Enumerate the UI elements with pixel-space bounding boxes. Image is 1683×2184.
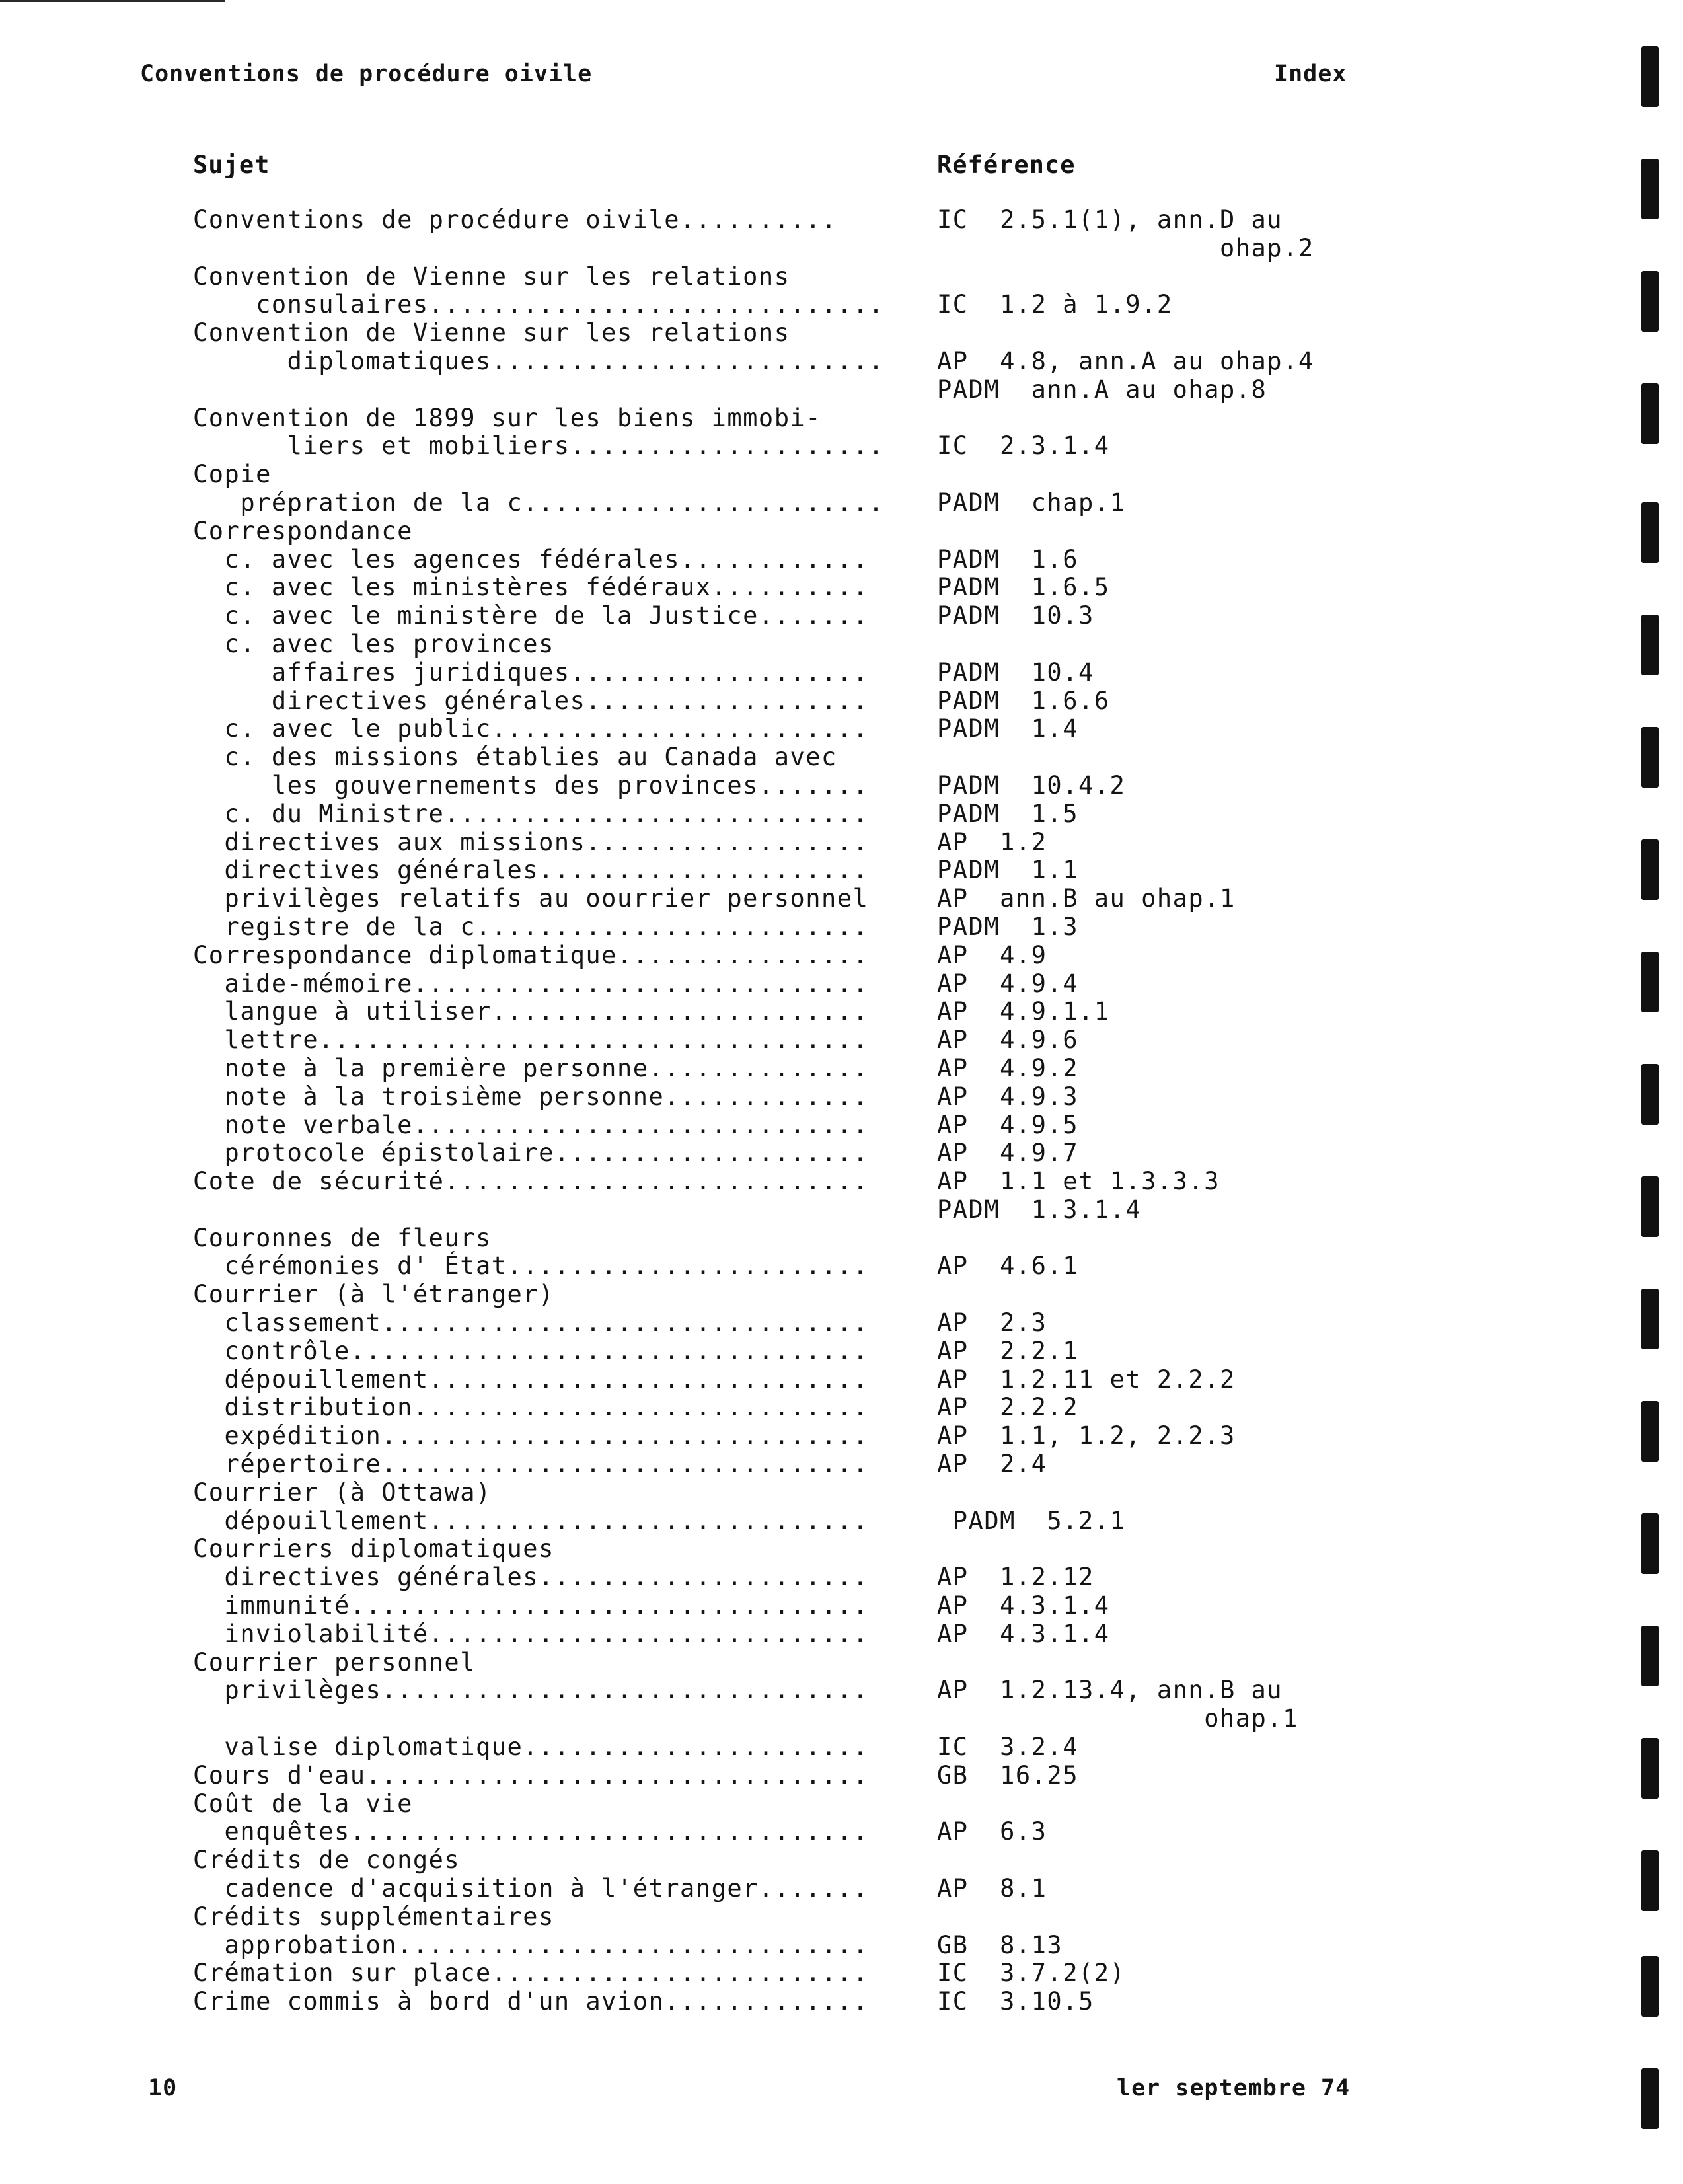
index-entry xyxy=(193,659,1396,687)
entry-subject: répertoire............................... xyxy=(193,1450,869,1479)
entry-subject: Courrier (à l'étranger) xyxy=(193,1280,554,1309)
index-entry xyxy=(193,800,1396,829)
index-entry xyxy=(193,715,1396,743)
entry-reference: AP 4.9.3 xyxy=(937,1082,1078,1111)
entry-subject: liers et mobiliers.................... xyxy=(193,432,885,461)
entry-subject: Crime commis à bord d'un avion............. xyxy=(193,1987,869,2016)
entry-subject: protocole épistolaire.................... xyxy=(193,1139,869,1168)
index-entry xyxy=(193,206,1396,235)
running-header-title: Conventions de procédure oivile xyxy=(140,61,593,87)
entry-subject: directives aux missions.................. xyxy=(193,827,869,856)
index-entry xyxy=(193,1281,1396,1309)
entry-subject: cadence d'acquisition à l'étranger....... xyxy=(193,1874,869,1903)
entry-subject: les gouvernements des provinces....... xyxy=(193,771,869,800)
column-header-reference: Référence xyxy=(937,151,1076,179)
binder-mark xyxy=(1641,727,1659,788)
index-entry xyxy=(193,1875,1396,1903)
entry-subject: Convention de Vienne sur les relations xyxy=(193,262,790,291)
entry-reference: PADM chap.1 xyxy=(937,488,1126,517)
index-entry xyxy=(193,1649,1396,1677)
entry-reference: PADM 1.6 xyxy=(937,545,1078,574)
index-entry xyxy=(193,1846,1396,1875)
binder-mark xyxy=(1641,271,1659,332)
entry-subject: c. avec le public........................ xyxy=(193,714,869,743)
entry-reference: AP 4.9.5 xyxy=(937,1110,1078,1139)
index-entry-list xyxy=(193,206,1396,2016)
entry-reference: PADM ann.A au ohap.8 xyxy=(937,375,1267,404)
entry-reference: AP 4.9.6 xyxy=(937,1026,1078,1055)
index-entry xyxy=(193,489,1396,517)
entry-reference: AP 1.1, 1.2, 2.2.3 xyxy=(937,1421,1236,1450)
index-entry xyxy=(193,942,1396,970)
index-entry xyxy=(193,1224,1396,1253)
entry-subject: Crédits supplémentaires xyxy=(193,1902,554,1931)
entry-subject: classement............................... xyxy=(193,1308,869,1337)
index-entry xyxy=(193,546,1396,574)
revision-date: ler septembre 74 xyxy=(1117,2075,1351,2101)
index-entry xyxy=(193,1676,1396,1705)
index-entry xyxy=(193,1450,1396,1479)
entry-reference: AP 1.2.13.4, ann.B au xyxy=(937,1676,1283,1705)
entry-reference: PADM 1.1 xyxy=(937,856,1078,885)
entry-subject: langue à utiliser........................ xyxy=(193,997,869,1026)
entry-reference: IC 2.5.1(1), ann.D au xyxy=(937,206,1283,234)
binder-punch-marks xyxy=(1641,0,1661,2184)
index-entry xyxy=(193,687,1396,716)
entry-reference: PADM 1.6.5 xyxy=(937,573,1110,602)
entry-reference: AP 2.3 xyxy=(937,1308,1047,1337)
entry-subject: privilèges............................... xyxy=(193,1676,869,1705)
index-entry xyxy=(193,517,1396,546)
binder-mark xyxy=(1641,839,1659,900)
index-entry xyxy=(193,574,1396,602)
entry-reference: AP 4.8, ann.A au ohap.4 xyxy=(937,346,1314,375)
entry-subject: prépration de la c....................... xyxy=(193,488,885,517)
index-entry xyxy=(193,630,1396,659)
entry-subject: Crédits de congés xyxy=(193,1846,461,1875)
index-entry xyxy=(193,1932,1396,1960)
running-header-section: Index xyxy=(1274,61,1347,87)
entry-subject: consulaires............................. xyxy=(193,290,885,319)
entry-reference: AP 1.1 et 1.3.3.3 xyxy=(937,1167,1220,1196)
page-number: 10 xyxy=(148,2075,178,2101)
entry-subject: Courrier personnel xyxy=(193,1647,476,1676)
entry-subject: Couronnes de fleurs xyxy=(193,1223,492,1252)
index-entry xyxy=(193,885,1396,913)
entry-subject: enquêtes................................. xyxy=(193,1817,869,1846)
entry-subject: note verbale............................. xyxy=(193,1110,869,1139)
entry-reference: IC 3.10.5 xyxy=(937,1987,1094,2016)
index-entry xyxy=(193,1252,1396,1281)
entry-reference: PADM 1.3 xyxy=(937,912,1078,941)
entry-subject: c. avec le ministère de la Justice....... xyxy=(193,601,869,630)
index-entry xyxy=(193,1139,1396,1168)
index-entry xyxy=(193,1309,1396,1337)
entry-reference: ohap.2 xyxy=(937,233,1314,262)
entry-subject: directives générales..................... xyxy=(193,856,869,885)
index-entry xyxy=(193,1620,1396,1649)
binder-mark xyxy=(1641,1738,1659,1799)
index-entry xyxy=(193,743,1396,772)
index-entry xyxy=(193,1733,1396,1762)
entry-subject: contrôle................................. xyxy=(193,1336,869,1365)
column-header-subject: Sujet xyxy=(193,151,270,179)
binder-mark xyxy=(1641,952,1659,1012)
entry-reference: PADM 10.4 xyxy=(937,658,1094,687)
binder-mark xyxy=(1641,1401,1659,1462)
entry-subject: c. des missions établies au Canada avec xyxy=(193,743,837,772)
entry-subject: valise diplomatique...................... xyxy=(193,1733,869,1762)
binder-mark xyxy=(1641,383,1659,444)
index-entry xyxy=(193,1479,1396,1507)
entry-subject: Crémation sur place........................ xyxy=(193,1959,869,1988)
entry-subject: Cours d'eau................................ xyxy=(193,1760,869,1789)
index-entry xyxy=(193,404,1396,433)
binder-mark xyxy=(1641,1850,1659,1911)
binder-mark xyxy=(1641,1956,1659,2017)
entry-reference: AP ann.B au ohap.1 xyxy=(937,884,1236,913)
entry-subject: Coût de la vie xyxy=(193,1789,413,1818)
entry-reference: IC 3.2.4 xyxy=(937,1733,1078,1762)
index-entry xyxy=(193,998,1396,1026)
index-entry xyxy=(193,856,1396,885)
binder-mark xyxy=(1641,1064,1659,1125)
entry-reference: PADM 1.5 xyxy=(937,799,1078,828)
entry-subject: directives générales..................... xyxy=(193,1563,869,1592)
entry-subject: registre de la c......................... xyxy=(193,912,869,941)
index-entry xyxy=(193,1705,1396,1733)
entry-subject: dépouillement............................ xyxy=(193,1506,869,1535)
entry-subject: Convention de Vienne sur les relations xyxy=(193,319,790,348)
entry-reference: IC 2.3.1.4 xyxy=(937,432,1110,461)
index-entry xyxy=(193,1422,1396,1450)
entry-reference: AP 4.6.1 xyxy=(937,1252,1078,1281)
index-entry xyxy=(193,1394,1396,1422)
binder-mark xyxy=(1641,502,1659,563)
index-entry xyxy=(193,263,1396,291)
binder-mark xyxy=(1641,1626,1659,1686)
entry-subject: Conventions de procédure oivile.......... xyxy=(193,206,837,234)
index-entry xyxy=(193,1366,1396,1394)
index-entry xyxy=(193,1903,1396,1932)
index-entry xyxy=(193,1790,1396,1819)
index-entry xyxy=(193,1762,1396,1790)
index-entry xyxy=(193,1168,1396,1196)
index-entry xyxy=(193,1959,1396,1988)
entry-subject: affaires juridiques................... xyxy=(193,658,869,687)
index-entry xyxy=(193,1026,1396,1055)
binder-mark xyxy=(1641,1513,1659,1574)
entry-subject: Copie xyxy=(193,460,272,489)
entry-subject: Cote de sécurité........................... xyxy=(193,1167,869,1196)
index-entry xyxy=(193,1337,1396,1366)
entry-subject: Courrier (à Ottawa) xyxy=(193,1478,492,1507)
entry-reference: AP 8.1 xyxy=(937,1874,1047,1903)
entry-reference: PADM 1.6.6 xyxy=(937,686,1110,715)
entry-subject: c. avec les provinces xyxy=(193,629,554,658)
index-entry xyxy=(193,772,1396,800)
entry-reference: PADM 10.3 xyxy=(937,601,1094,630)
entry-reference: AP 4.9 xyxy=(937,940,1047,969)
entry-subject: Correspondance diplomatique................ xyxy=(193,940,869,969)
binder-mark xyxy=(1641,1289,1659,1349)
index-entry xyxy=(193,1988,1396,2016)
entry-subject: privilèges relatifs au oourrier personnel xyxy=(193,884,869,913)
index-entry xyxy=(193,348,1396,376)
index-entry xyxy=(193,970,1396,998)
entry-subject: Courriers diplomatiques xyxy=(193,1534,554,1563)
entry-reference: AP 2.2.1 xyxy=(937,1336,1078,1365)
entry-reference: AP 4.3.1.4 xyxy=(937,1591,1110,1620)
index-entry xyxy=(193,235,1396,263)
entry-reference: GB 16.25 xyxy=(937,1760,1078,1789)
index-entry xyxy=(193,1563,1396,1592)
binder-mark xyxy=(1641,159,1659,219)
top-rule xyxy=(0,0,225,2)
binder-mark xyxy=(1641,1176,1659,1237)
binder-mark xyxy=(1641,46,1659,107)
entry-subject: immunité................................. xyxy=(193,1591,869,1620)
entry-reference: ohap.1 xyxy=(937,1704,1298,1733)
entry-subject: approbation.............................. xyxy=(193,1930,869,1959)
index-entry xyxy=(193,1535,1396,1563)
entry-subject: aide-mémoire............................. xyxy=(193,969,869,998)
entry-subject: dépouillement............................ xyxy=(193,1365,869,1394)
entry-reference: GB 8.13 xyxy=(937,1930,1063,1959)
entry-subject: c. du Ministre........................... xyxy=(193,799,869,828)
entry-subject: inviolabilité............................ xyxy=(193,1619,869,1648)
entry-subject: Correspondance xyxy=(193,516,413,545)
index-entry xyxy=(193,602,1396,630)
index-entry xyxy=(193,1507,1396,1536)
index-entry xyxy=(193,1083,1396,1111)
index-entry xyxy=(193,1055,1396,1083)
index-entry xyxy=(193,829,1396,857)
entry-reference: PADM 1.4 xyxy=(937,714,1078,743)
entry-reference: PADM 1.3.1.4 xyxy=(937,1195,1142,1224)
entry-reference: IC 3.7.2(2) xyxy=(937,1959,1126,1988)
binder-mark xyxy=(1641,615,1659,675)
entry-subject: c. avec les agences fédérales............ xyxy=(193,545,869,574)
index-entry xyxy=(193,376,1396,404)
entry-reference: AP 4.9.2 xyxy=(937,1053,1078,1082)
index-entry xyxy=(193,319,1396,348)
index-entry xyxy=(193,432,1396,461)
entry-reference: AP 2.2.2 xyxy=(937,1393,1078,1422)
index-entry xyxy=(193,1111,1396,1140)
entry-subject: Convention de 1899 sur les biens immobi- xyxy=(193,403,822,432)
entry-reference: AP 1.2 xyxy=(937,827,1047,856)
entry-subject: lettre................................... xyxy=(193,1026,869,1055)
entry-subject: note à la première personne.............. xyxy=(193,1053,869,1082)
entry-subject: distribution............................. xyxy=(193,1393,869,1422)
index-entry xyxy=(193,461,1396,489)
index-entry xyxy=(193,1818,1396,1846)
entry-reference: AP 1.2.11 et 2.2.2 xyxy=(937,1365,1236,1394)
index-entry xyxy=(193,913,1396,942)
entry-subject: cérémonies d' État....................... xyxy=(193,1252,869,1281)
entry-reference: AP 4.9.1.1 xyxy=(937,997,1110,1026)
entry-reference: AP 4.9.7 xyxy=(937,1139,1078,1168)
entry-reference: PADM 10.4.2 xyxy=(937,771,1126,800)
binder-mark xyxy=(1641,2068,1659,2129)
entry-subject: expédition............................... xyxy=(193,1421,869,1450)
entry-reference: AP 1.2.12 xyxy=(937,1563,1094,1592)
index-entry xyxy=(193,1592,1396,1620)
entry-reference: AP 4.9.4 xyxy=(937,969,1078,998)
entry-subject: note à la troisième personne............. xyxy=(193,1082,869,1111)
entry-reference: AP 4.3.1.4 xyxy=(937,1619,1110,1648)
entry-subject: c. avec les ministères fédéraux.......... xyxy=(193,573,869,602)
entry-subject: diplomatiques......................... xyxy=(193,346,885,375)
index-entry xyxy=(193,1196,1396,1224)
index-entry xyxy=(193,291,1396,319)
entry-reference: PADM 5.2.1 xyxy=(937,1506,1126,1535)
entry-reference: AP 2.4 xyxy=(937,1450,1047,1479)
entry-reference: IC 1.2 à 1.9.2 xyxy=(937,290,1173,319)
entry-reference: AP 6.3 xyxy=(937,1817,1047,1846)
entry-subject: directives générales.................. xyxy=(193,686,869,715)
